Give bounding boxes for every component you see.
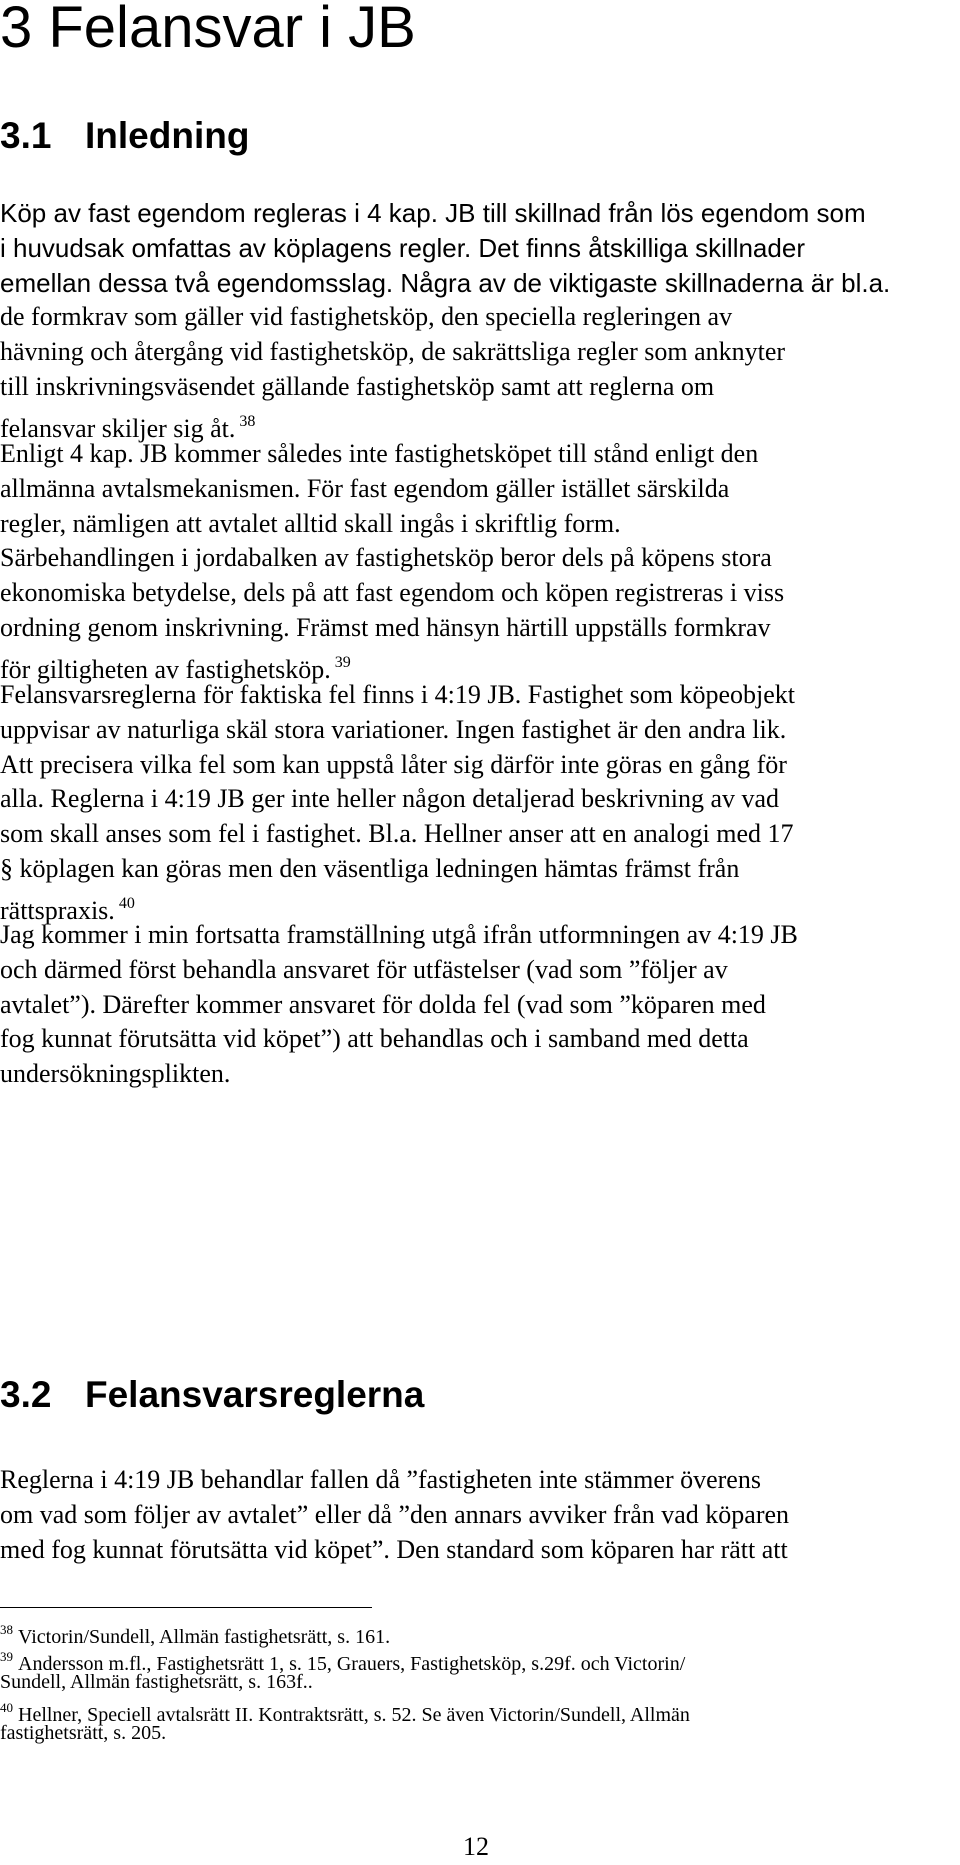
text-line [0,611,784,646]
text-line [0,1533,789,1568]
line-text: Att precisera vilka fel som kan uppstå låter sig därför inte göras en gång för [0,749,787,779]
footnote-reference[interactable]: 39 [334,653,351,671]
text-line [0,817,795,852]
line-text: i huvudsak omfattas av köplagens regler. Det finns åtskilliga skillnader [0,232,805,263]
footnote-line [0,1696,690,1726]
line-text: ordning genom inskrivning. Främst med hänsyn härtill uppställs formkrav [0,612,771,642]
footnote-text: Andersson m.fl., Fastighetsrätt 1, s. 15, Grauers, Fastighetsköp, s.29f. och Victorin/ [18,1653,686,1675]
line-text: till inskrivningsväsendet gällande fastighetsköp samt att reglerna om [0,371,715,401]
section-number: 3.1 [0,115,52,156]
chapter-heading: 3 Felansvar i JB [0,0,416,60]
text-line [0,678,795,713]
text-line [0,266,890,301]
line-text: felansvar skiljer sig åt. [0,413,236,443]
line-text: alla. Reglerna i 4:19 JB ger inte heller någon detaljerad beskrivning av vad [0,784,780,814]
text-line [0,405,890,443]
footnote-text: Hellner, Speciell avtalsrätt II. Kontraktsrätt, s. 52. Se även Victorin/Sundell, Allmän [18,1704,690,1726]
section-title: Inledning [85,115,250,156]
text-line [0,748,795,783]
text-line [0,541,784,576]
line-text: Reglerna i 4:19 JB behandlar fallen då ”fastigheten inte stämmer överens [0,1465,761,1494]
footnote-text: Sundell, Allmän fastighetsrätt, s. 163f.. [0,1670,313,1693]
text-line [0,953,798,988]
section-title: Felansvarsreglerna [85,1374,425,1415]
line-text: fog kunnat förutsätta vid köpet”) att behandlas och i samband med detta [0,1024,749,1054]
text-line [0,437,784,472]
text-line [0,231,890,266]
text-line [0,918,798,953]
text-line [0,713,795,748]
line-text: ekonomiska betydelse, dels på att fast egendom och köpen registreras i viss [0,578,785,608]
footnote-reference[interactable]: 38 [239,412,256,430]
footnote-text: Victorin/Sundell, Allmän fastighetsrätt, s. 161. [18,1626,391,1648]
paragraph-2 [0,437,785,684]
text-line [0,196,890,231]
section-heading-3-1 [0,114,249,158]
section-heading-3-2 [0,1373,424,1417]
text-line [0,1022,798,1057]
text-line [0,300,890,335]
footnote-number: 40 [0,1700,13,1715]
text-line [0,335,890,370]
line-text: uppvisar av naturliga skäl stora variationer. Ingen fastighet är den andra lik. [0,714,787,744]
line-text: regler, nämligen att avtalet alltid skall ingås i skriftlig form. [0,508,621,538]
line-text: Felansvarsreglerna för faktiska fel finns i 4:19 JB. Fastighet som köpeobjekt [0,680,796,709]
text-line [0,646,784,684]
line-text: rättspraxis. [0,895,115,925]
line-text: hävning och återgång vid fastighetsköp, de sakrättsliga regler som anknyter [0,337,786,367]
footnote-38 [0,1618,391,1648]
paragraph-1 [0,196,891,443]
line-text: Köp av fast egendom regleras i 4 kap. JB till skillnad från lös egendom som [0,198,866,228]
line-text: som skall anses som fel i fastighet. Bl.a. Hellner anser att en analogi med 17 [0,819,794,849]
line-text: Särbehandlingen i jordabalken av fastighetsköp beror dels på köpens stora [0,543,772,573]
page-number: 12 [463,1832,489,1861]
line-text: avtalet”). Därefter kommer ansvaret för dolda fel (vad som ”köparen med [0,989,766,1019]
footnote-line [0,1618,391,1648]
line-text: de formkrav som gäller vid fastighetsköp, den speciella regleringen av [0,302,733,332]
text-line [0,852,795,887]
text-line [0,988,798,1023]
footnote-reference[interactable]: 40 [118,894,135,912]
line-text: för giltigheten av fastighetsköp. [0,654,331,684]
text-line [0,1498,789,1533]
footnote-39 [0,1645,685,1694]
line-text: och därmed först behandla ansvaret för utfästelser (vad som ”följer av [0,954,728,984]
paragraph-3 [0,678,796,925]
line-text: med fog kunnat förutsätta vid köpet”. Den standard som köparen har rätt att [0,1534,788,1564]
text-line [0,1463,789,1498]
line-text: emellan dessa två egendomsslag. Några av de viktigaste skillnaderna är bl.a. [0,267,891,298]
text-line [0,370,890,405]
text-line [0,507,784,542]
text-line [0,472,784,507]
paragraph-3-2 [0,1463,789,1567]
footnote-text: fastighetsrätt, s. 205. [0,1721,167,1744]
line-text: Enligt 4 kap. JB kommer således inte fastighetsköpet till stånd enligt den [0,439,759,468]
line-text: allmänna avtalsmekanismen. För fast egendom gäller istället särskilda [0,473,730,503]
text-line [0,1057,798,1092]
line-text: om vad som följer av avtalet” eller då ”den annars avviker från vad köparen [0,1499,790,1529]
footnote-separator [0,1607,372,1608]
footnote-40 [0,1696,690,1745]
line-text: Jag kommer i min fortsatta framställning utgå ifrån utformningen av 4:19 JB [0,920,798,949]
text-line [0,887,795,925]
footnote-line [0,1645,686,1675]
text-line [0,782,795,817]
line-text: undersökningsplikten. [0,1059,231,1089]
text-line [0,576,784,611]
paragraph-4 [0,918,798,1092]
line-text: § köplagen kan göras men den väsentliga ledningen hämtas främst från [0,853,740,883]
footnote-number: 38 [0,1622,13,1637]
section-number: 3.2 [0,1374,52,1415]
footnote-number: 39 [0,1649,13,1664]
